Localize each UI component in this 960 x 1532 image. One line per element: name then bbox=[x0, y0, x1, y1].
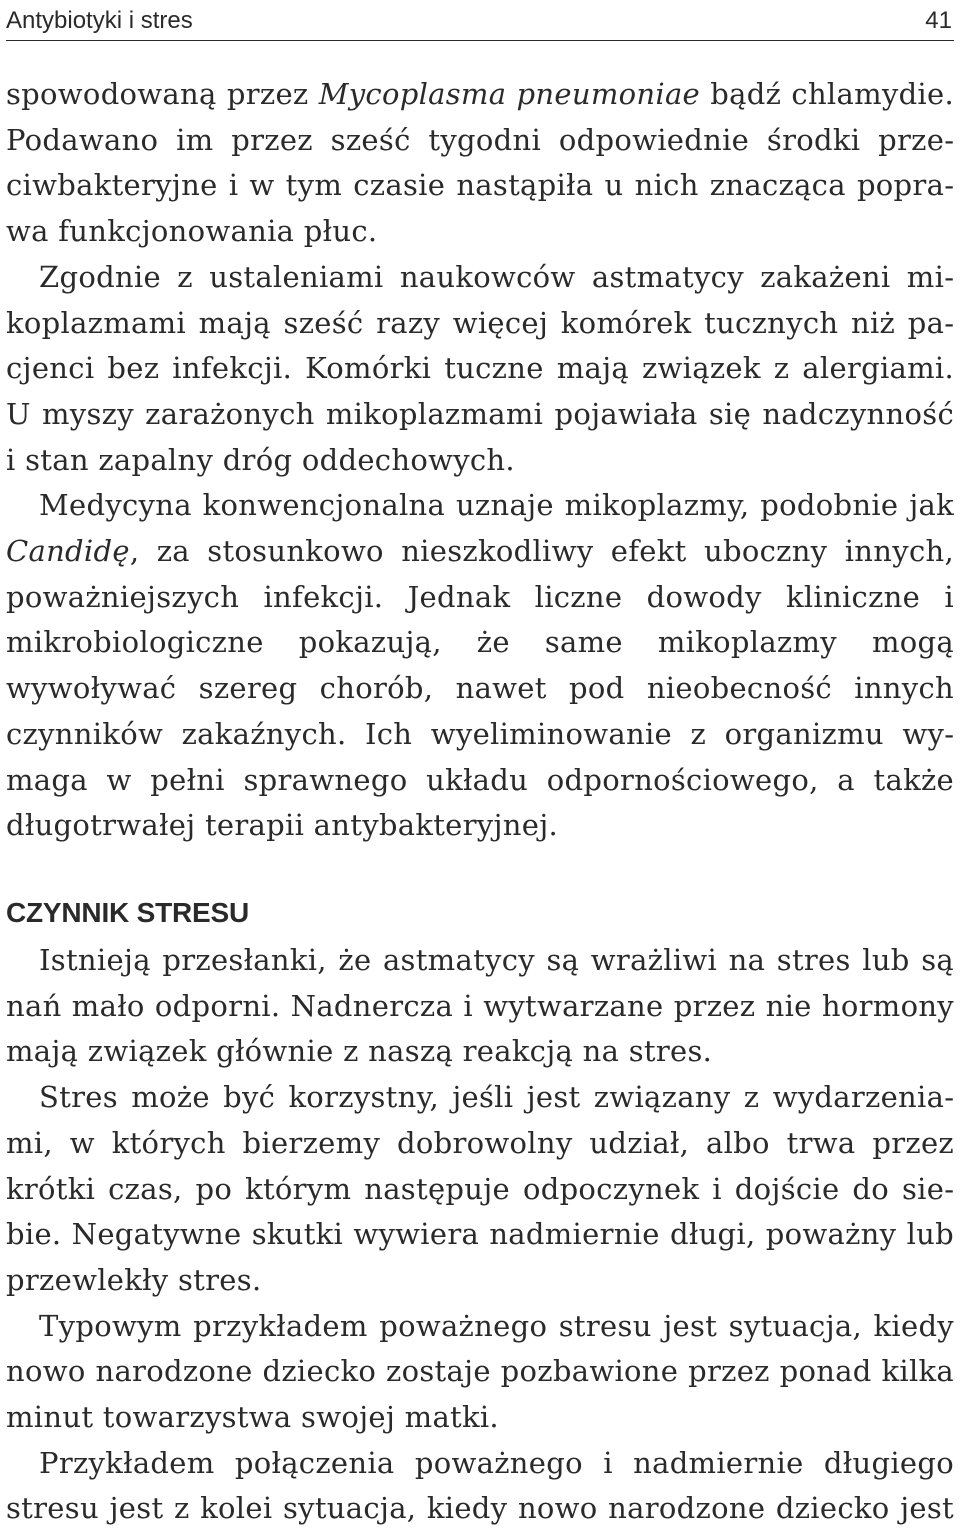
page-header bbox=[6, 4, 954, 41]
section-heading-stress: CZYNNIK STRESU bbox=[6, 897, 249, 928]
body-text-section-1 bbox=[6, 72, 954, 849]
paragraph-mycoplasma-study: spowodowaną przez Mycoplasma pneumoniae bądź chlamydie. Podawano im przez sześć tygodni odpowiednie środki przeciwbakteryjne i w tym czasie nastąpiła u nich znacząca poprawa funkcjonowania płuc. bbox=[6, 77, 954, 249]
paragraph-stress-beneficial: Stres może być korzystny, jeśli jest związany z wydarzeniami, w których bierzemy dobrowolny udział, albo trwa przez krótki czas, po którym następuje odpoczynek i dojście do siebie. Negatywne skutki wywiera nadmiernie długi, poważny lub przewlekły stres. bbox=[6, 1080, 954, 1297]
paragraph-combined-stress-example: Przykładem połączenia poważnego i nadmiernie długiego stresu jest z kolei sytuacja, kiedy nowo narodzone dziecko jest bbox=[6, 1445, 954, 1526]
paragraph-conventional-medicine: Medycyna konwencjonalna uznaje mikoplazmy, podobnie jak Candidę, za stosunkowo nieszkodliwy efekt uboczny innych, poważniejszych infekcji. Jednak liczne dowody kliniczne i mikrobiologiczne pokazują, że same mikoplazmy mogą wywoływać szereg chorób, nawet pod nieobecność innych czynników zakaźnych. Ich wyeliminowanie z organizmu wymaga w pełni sprawnego układu odpornościowego, a także długotrwałej terapii antybakteryjnej. bbox=[6, 488, 954, 843]
body-text-section-2 bbox=[6, 938, 954, 1532]
page-number: 41 bbox=[925, 7, 952, 34]
paragraph-asthmatics-mast-cells: Zgodnie z ustaleniami naukowców astmatycy zakażeni mikoplazmami mają sześć razy więcej komórek tucznych niż pacjenci bez infekcji. Komórki tuczne mają związek z alergiami. U myszy zarażonych mikoplazmami pojawiała się nadczynność i stan zapalny dróg oddechowych. bbox=[6, 259, 954, 477]
paragraph-serious-stress-example: Typowym przykładem poważnego stresu jest sytuacja, kiedy nowo narodzone dziecko zostaje pozbawione przez ponad kilka minut towarzystwa swojej matki. bbox=[6, 1308, 954, 1435]
italic-term-mycoplasma: Mycoplasma pneumoniae bbox=[318, 77, 701, 111]
running-title: Antybiotyki i stres bbox=[6, 7, 193, 34]
italic-term-candida: Candidę bbox=[6, 534, 130, 569]
paragraph-stress-sensitivity: Istnieją przesłanki, że astmatycy są wrażliwi na stres lub są nań mało odporni. Nadnercza i wytwarzane przez nie hormony mają związek głównie z naszą reakcją na stres. bbox=[6, 943, 954, 1069]
